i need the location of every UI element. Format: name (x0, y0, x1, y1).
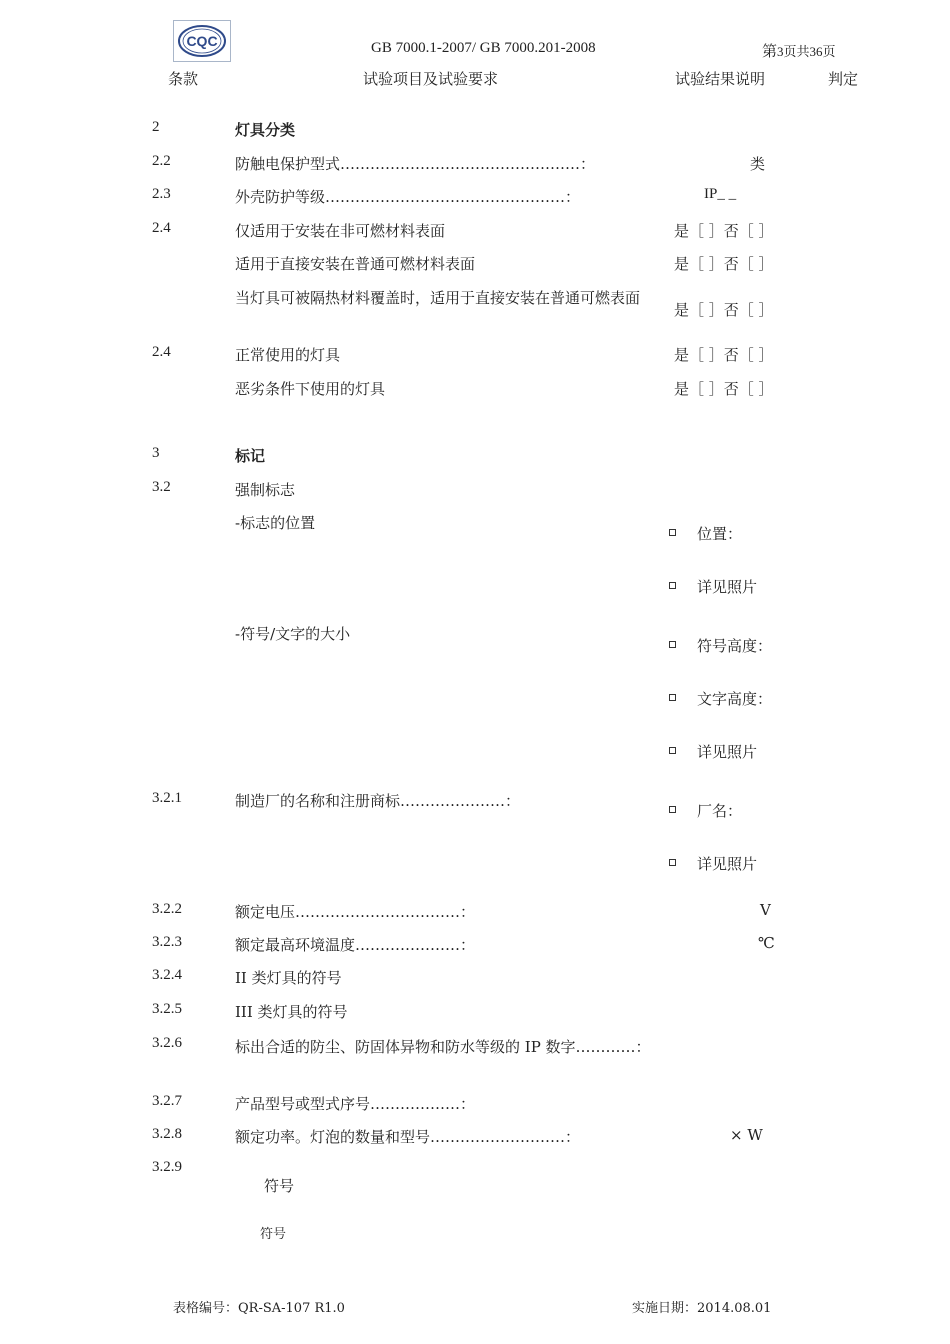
checkbox[interactable] (669, 641, 676, 648)
clause-number: 3.2 (152, 479, 171, 495)
page-mid: 页共 (783, 45, 810, 60)
mark-size-text: -符号/文字的大小 (235, 625, 351, 643)
clause-result: 类 (750, 155, 766, 173)
checkbox[interactable] (669, 529, 676, 536)
check-label: 符号高度： (697, 637, 773, 655)
clause-text: 额定电压……………………………： (235, 903, 476, 921)
clause-result: V (760, 901, 771, 919)
mark-position-text: -标志的位置 (235, 514, 316, 532)
standard-number: GB 7000.1-2007/ GB 7000.201-2008 (371, 40, 596, 56)
svg-text:CQC: CQC (186, 33, 218, 49)
form-number: 表格编号：QR-SA-107 R1.0 (173, 1301, 345, 1316)
clause-text: 恶劣条件下使用的灯具 (235, 380, 386, 398)
clause-number: 3.2.3 (152, 934, 182, 950)
yes-no-checkbox[interactable]: 是［ ］否［ ］ (674, 222, 774, 240)
clause-text: II 类灯具的符号 (235, 969, 342, 987)
clause-text: 正常使用的灯具 (235, 346, 341, 364)
check-label: 厂名： (697, 802, 743, 820)
checkbox[interactable] (669, 859, 676, 866)
clause-number: 3.2.7 (152, 1093, 182, 1109)
clause-result: IP_ _ (704, 186, 737, 202)
yes-no-checkbox[interactable]: 是［ ］否［ ］ (674, 301, 774, 319)
clause-text: 防触电保护型式…………………………………………： (235, 155, 596, 173)
clause-number: 3.2.1 (152, 790, 182, 806)
check-label: 详见照片 (697, 578, 758, 596)
section-3-number: 3 (152, 445, 160, 461)
clause-text: 制造厂的名称和注册商标…………………： (235, 792, 521, 810)
clause-number: 2.3 (152, 186, 171, 202)
col-result-header: 试验结果说明 (675, 70, 766, 88)
clause-number: 3.2.2 (152, 901, 182, 917)
clause-number: 3.2.4 (152, 967, 182, 983)
section-3-title: 标记 (235, 447, 266, 465)
page-indicator (762, 40, 836, 61)
page-total: 36 (809, 44, 823, 59)
col-clause-header: 条款 (168, 70, 199, 88)
clause-number: 3.2.9 (152, 1159, 182, 1175)
check-label: 详见照片 (697, 743, 758, 761)
clause-text: 标出合适的防尘、防固体异物和防水等级的 IP 数字…………： (235, 1038, 651, 1056)
page-prefix: 第 (762, 42, 778, 60)
cqc-logo (173, 20, 231, 62)
yes-no-checkbox[interactable]: 是［ ］否［ ］ (674, 346, 774, 364)
clause-number: 2.2 (152, 153, 171, 169)
page-current: 3 (777, 44, 784, 59)
clause-number: 2.4 (152, 220, 171, 236)
checkbox[interactable] (669, 582, 676, 589)
check-label: 详见照片 (697, 855, 758, 873)
section-2-number: 2 (152, 119, 160, 135)
clause-text: III 类灯具的符号 (235, 1003, 348, 1021)
yes-no-checkbox[interactable]: 是［ ］否［ ］ (674, 380, 774, 398)
clause-text: 仅适用于安装在非可燃材料表面 (235, 222, 446, 240)
checkbox[interactable] (669, 747, 676, 754)
symbol-label: 符号 (260, 1227, 287, 1242)
check-label: 位置： (697, 525, 743, 543)
clause-text: 适用于直接安装在普通可燃材料表面 (235, 255, 476, 273)
clause-number: 3.2.6 (152, 1035, 182, 1051)
col-verdict-header: 判定 (828, 70, 859, 88)
clause-text: 额定功率。灯泡的数量和型号………………………： (235, 1128, 581, 1146)
clause-text: 当灯具可被隔热材料覆盖时，适用于直接安装在普通可燃表面 (235, 289, 641, 307)
clause-number: 3.2.8 (152, 1126, 182, 1142)
section-2-title: 灯具分类 (235, 121, 296, 139)
yes-no-checkbox[interactable]: 是［ ］否［ ］ (674, 255, 774, 273)
clause-text: 外壳防护等级…………………………………………： (235, 188, 581, 206)
clause-number: 3.2.5 (152, 1001, 182, 1017)
checkbox[interactable] (669, 694, 676, 701)
clause-text: 强制标志 (235, 481, 296, 499)
col-test-header: 试验项目及试验要求 (363, 70, 499, 88)
page-suffix: 页 (822, 45, 836, 60)
clause-result: × W (730, 1126, 763, 1144)
clause-text: 产品型号或型式序号………………： (235, 1095, 476, 1113)
clause-number: 2.4 (152, 344, 171, 360)
clause-result: ℃ (758, 934, 775, 952)
checkbox[interactable] (669, 806, 676, 813)
clause-text: 额定最高环境温度…………………： (235, 936, 476, 954)
symbol-label: 符号 (264, 1177, 295, 1195)
effective-date: 实施日期：2014.08.01 (632, 1301, 772, 1316)
check-label: 文字高度： (697, 690, 773, 708)
